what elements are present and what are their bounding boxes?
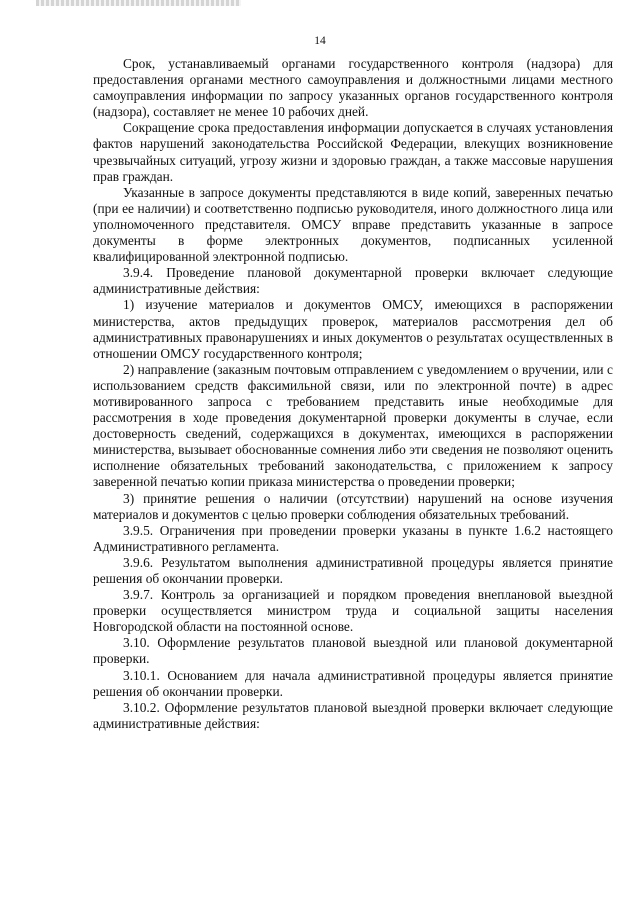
paragraph: 3.10.2. Оформление результатов плановой выездной проверки включает следующие административные действия: bbox=[93, 699, 613, 731]
paragraph: 3.9.6. Результатом выполнения административной процедуры является принятие решения об окончании проверки. bbox=[93, 554, 613, 586]
paragraph: 3.9.5. Ограничения при проведении проверки указаны в пункте 1.6.2 настоящего Административного регламента. bbox=[93, 522, 613, 554]
document-body bbox=[93, 56, 613, 732]
paragraph: 2) направление (заказным почтовым отправлением с уведомлением о вручении, или с использованием средств факсимильной связи, или по электронной почте) в адрес мотивированного запроса с требованием представить иные необходимые для рассмотрения в ходе проведения документарной проверки документы в случае, если достоверность сведений, содержащихся в документах, имеющихся в распоряжении министерства, вызывает обоснованные сомнения либо эти сведения не позволяют оценить исполнение обязательных требований законодательства, с приложением к запросу заверенной печатью копии приказа министерства о проведении проверки; bbox=[93, 361, 613, 490]
paragraph: 3) принятие решения о наличии (отсутствии) нарушений на основе изучения материалов и документов с целью проверки соблюдения обязательных требований. bbox=[93, 490, 613, 522]
paragraph: 3.10.1. Основанием для начала административной процедуры является принятие решения об окончании проверки. bbox=[93, 667, 613, 699]
page-number: 14 bbox=[314, 35, 326, 47]
paragraph: Срок, устанавливаемый органами государственного контроля (надзора) для предоставления органами местного самоуправления и должностными лицами местного самоуправления информации по запросу указанных органов государственного контроля (надзора), составляет не менее 10 рабочих дней. bbox=[93, 56, 613, 120]
paragraph: 1) изучение материалов и документов ОМСУ, имеющихся в распоряжении министерства, актов предыдущих проверок, материалов рассмотрения дел об административных правонарушениях и иных документов о результатах осуществленных в отношении ОМСУ государственного контроля; bbox=[93, 297, 613, 361]
paragraph: 3.9.7. Контроль за организацией и порядком проведения внеплановой выездной проверки осуществляется министром труда и социальной защиты населения Новгородской области на постоянной основе. bbox=[93, 587, 613, 635]
paragraph: 3.10. Оформление результатов плановой выездной или плановой документарной проверки. bbox=[93, 635, 613, 667]
paragraph: Сокращение срока предоставления информации допускается в случаях установления фактов нарушений законодательства Российской Федерации, влекущих возникновение чрезвычайных ситуаций, угрозу жизни и здоровью граждан, а также массовые нарушения прав граждан. bbox=[93, 120, 613, 184]
scan-header-artifact bbox=[36, 0, 241, 6]
paragraph: Указанные в запросе документы представляются в виде копий, заверенных печатью (при ее наличии) и соответственно подписью руководителя, иного должностного лица или уполномоченного представителя. ОМСУ вправе представить указанные в запросе документы в форме электронных документов, подписанных усиленной квалифицированной электронной подписью. bbox=[93, 184, 613, 265]
paragraph: 3.9.4. Проведение плановой документарной проверки включает следующие административные действия: bbox=[93, 265, 613, 297]
